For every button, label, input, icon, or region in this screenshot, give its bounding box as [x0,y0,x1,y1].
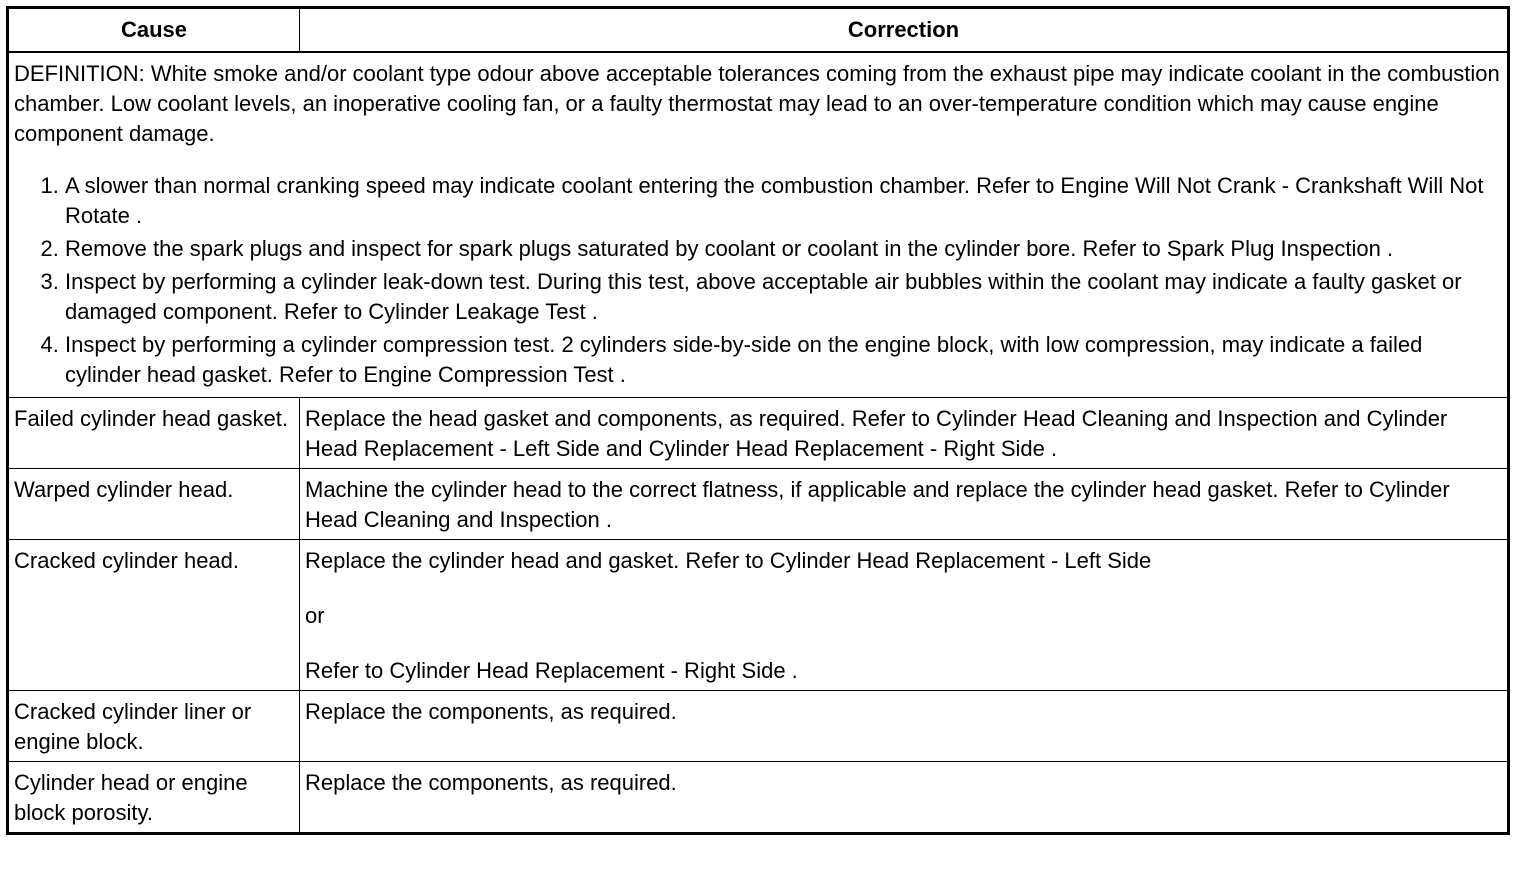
correction-line: or [305,603,325,628]
cause-cell: Warped cylinder head. [8,469,300,540]
diagnostic-table [6,6,1510,835]
correction-cell: Replace the head gasket and components, as required. Refer to Cylinder Head Cleaning and Inspection and Cylinder Head Replacement - Left Side and Cylinder Head Replacement - Right Side . [300,398,1509,469]
table-row [8,691,1509,762]
cause-cell: Cracked cylinder liner or engine block. [8,691,300,762]
cause-column-header: Cause [8,8,300,53]
table-row [8,762,1509,834]
table-header-row [8,8,1509,53]
correction-cell: Replace the components, as required. [300,762,1509,834]
definition-row [8,52,1509,398]
table-row [8,469,1509,540]
correction-cell: Machine the cylinder head to the correct flatness, if applicable and replace the cylinder head gasket. Refer to Cylinder Head Cleaning and Inspection . [300,469,1509,540]
diagnostic-step: 2. Remove the spark plugs and inspect for spark plugs saturated by coolant or coolant in the cylinder bore. Refer to Spark Plug Inspection . [65,234,1502,264]
diagnostic-step: 1. A slower than normal cranking speed may indicate coolant entering the combustion chamber. Refer to Engine Will Not Crank - Crankshaft Will Not Rotate . [65,171,1502,231]
correction-column-header: Correction [300,8,1509,53]
diagnostic-steps-list [14,171,1502,390]
correction-line: Refer to Cylinder Head Replacement - Right Side . [305,658,798,683]
diagnostic-step: 4. Inspect by performing a cylinder compression test. 2 cylinders side-by-side on the engine block, with low compression, may indicate a failed cylinder head gasket. Refer to Engine Compression Test . [65,330,1502,390]
cause-cell: Failed cylinder head gasket. [8,398,300,469]
definition-cell [8,52,1509,398]
table-row [8,398,1509,469]
correction-line: Replace the cylinder head and gasket. Refer to Cylinder Head Replacement - Left Side [305,548,1152,573]
diagnostic-step: 3. Inspect by performing a cylinder leak-down test. During this test, above acceptable air bubbles within the coolant may indicate a faulty gasket or damaged component. Refer to Cylinder Leakage Test . [65,267,1502,327]
definition-text: DEFINITION: White smoke and/or coolant type odour above acceptable tolerances coming from the exhaust pipe may indicate coolant in the combustion chamber. Low coolant levels, an inoperative cooling fan, or a faulty thermostat may lead to an over-temperature condition which may cause engine component damage. [14,61,1500,146]
cause-cell: Cracked cylinder head. [8,540,300,691]
cause-cell: Cylinder head or engine block porosity. [8,762,300,834]
correction-cell [300,540,1509,691]
spacer [305,576,1502,601]
table-row [8,540,1509,691]
correction-cell: Replace the components, as required. [300,691,1509,762]
spacer [305,631,1502,656]
